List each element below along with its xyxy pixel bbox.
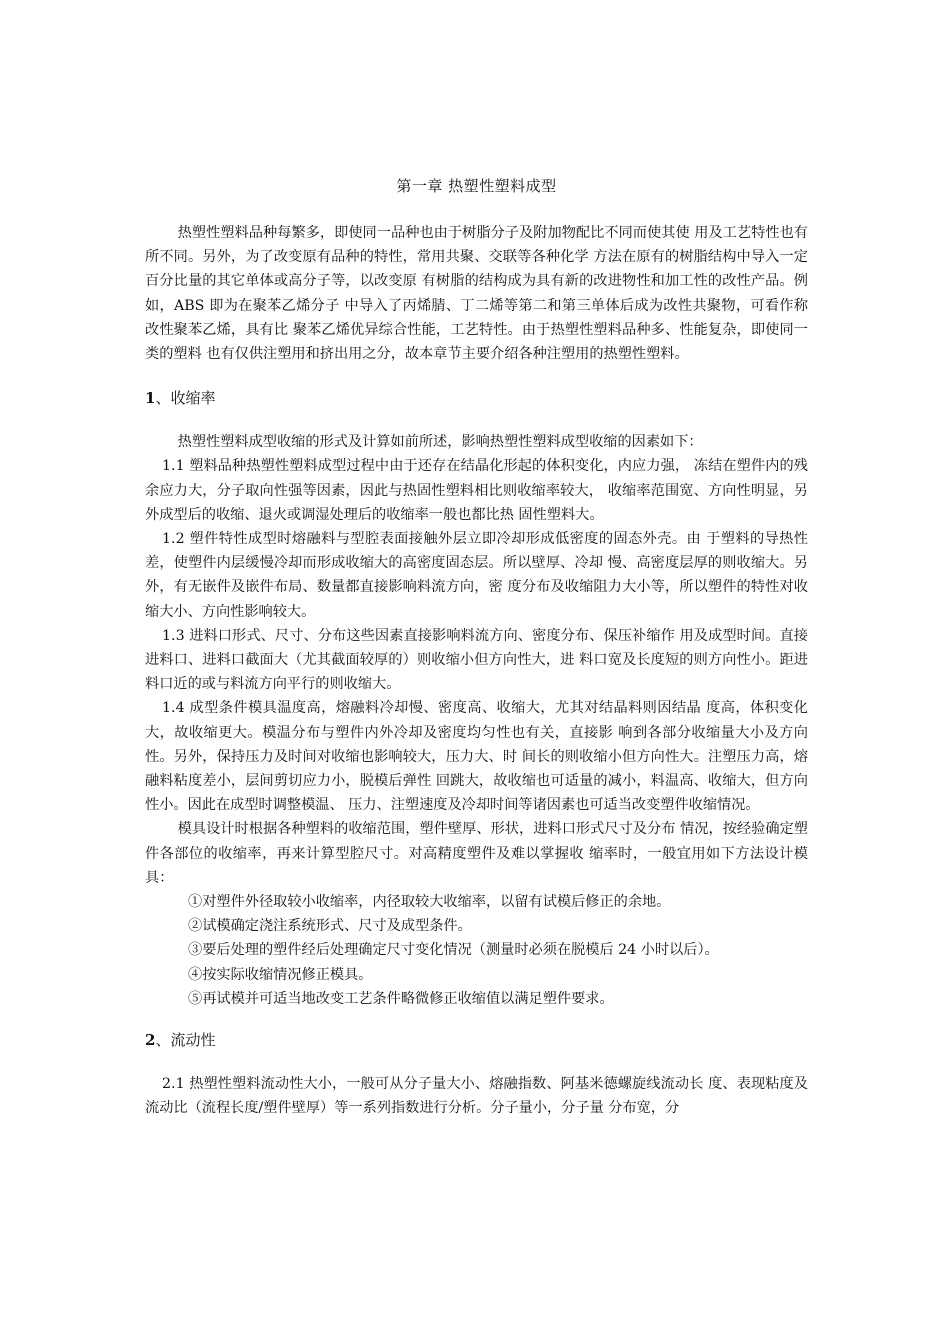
section-number: 1: [145, 389, 156, 408]
fluidity-item-2-1: 2.1 热塑性塑料流动性大小，一般可从分子量大小、熔融指数、阿基米德螺旋线流动长 度、表现粘度及流动比（流程长度/塑件壁厚）等一系列指数进行分析。分子量小，分子量 分布宽，分: [145, 1076, 808, 1117]
section-heading-fluidity: [145, 1028, 808, 1052]
design-step-4: ④按实际收缩情况修正模具。: [188, 966, 373, 983]
shrinkage-item-1-1: 1.1 塑料品种热塑性塑料成型过程中由于还存在结晶化形起的体积变化，内应力强， 冻结在塑件内的残余应力大，分子取向性强等因素，因此与热固性塑料相比则收缩率较大， 收缩率范围宽、方向性明显，另外成型后的收缩、退火或调湿处理后的收缩率一般也都比热 固性塑料大。: [145, 458, 808, 523]
design-step-3: ③要后处理的塑件经后处理确定尺寸变化情况（测量时必须在脱模后 24 小时以后）。: [188, 942, 719, 959]
section-number: 2: [145, 1031, 156, 1050]
document-body: [145, 174, 808, 1121]
design-step-5: ⑤再试模并可适当地改变工艺条件略微修正收缩值以满足塑件要求。: [188, 990, 614, 1007]
section-title: 、流动性: [155, 1031, 216, 1050]
section-title: 、收缩率: [155, 389, 216, 408]
design-step-1: ①对塑件外径取较小收缩率，内径取较大收缩率，以留有试模后修正的余地。: [188, 894, 671, 911]
shrinkage-item-1-2: 1.2 塑件特性成型时熔融料与型腔表面接触外层立即冷却形成低密度的固态外壳。由 于塑料的导热性差，使塑件内层缓慢冷却而形成收缩大的高密度固态层。所以壁厚、冷却 慢、高密度层厚的则收缩大。另外，有无嵌件及嵌件布局、数量都直接影响料流方向，密 度分布及收缩阻力大小等，所以塑件的特性对收缩大小、方向性影响较大。: [145, 531, 808, 620]
intro-paragraph: 热塑性塑料品种每繁多，即使同一品种也由于树脂分子及附加物配比不同而使其使 用及工艺特性也有所不同。另外，为了改变原有品种的特性，常用共聚、交联等各种化学 方法在原有的树脂结构中导入一定百分比量的其它单体或高分子等，以改变原 有树脂的结构成为具有新的改进物性和加工性的改性产品。例如，ABS 即为在聚苯乙烯分子 中导入了丙烯腈、丁二烯等第二和第三单体后成为改性共聚物，可看作称改性聚苯乙烯，具有比 聚苯乙烯优异综合性能，工艺特性。由于热塑性塑料品种多、性能复杂，即使同一类的塑料 也有仅供注塑用和挤出用之分，故本章节主要介绍各种注塑用的热塑性塑料。: [145, 225, 808, 363]
design-step-2: ②试模确定浇注系统形式、尺寸及成型条件。: [188, 918, 472, 935]
shrinkage-item-1-3: 1.3 进料口形式、尺寸、分布这些因素直接影响料流方向、密度分布、保压补缩作 用及成型时间。直接进料口、进料口截面大（尤其截面较厚的）则收缩小但方向性大，进 料口宽及长度短的则方向性小。距进料口近的或与料流方向平行的则收缩大。: [145, 627, 808, 693]
chapter-title: 第一章 热塑性塑料成型: [396, 177, 557, 195]
mold-design-paragraph: 模具设计时根据各种塑料的收缩范围，塑件壁厚、形状，进料口形式尺寸及分布 情况，按经验确定塑件各部位的收缩率，再来计算型腔尺寸。对高精度塑件及难以掌握收 缩率时，一般宜用如下方法设计模具：: [145, 821, 808, 886]
section-heading-shrinkage: [145, 386, 808, 410]
shrinkage-item-1-4: 1.4 成型条件模具温度高，熔融料冷却慢、密度高、收缩大，尤其对结晶料则因结晶 度高，体积变化大，故收缩更大。模温分布与塑件内外冷却及密度均匀性也有关，直接影 响到各部分收缩量大小及方向性。另外，保持压力及时间对收缩也影响较大，压力大、时 间长的则收缩小但方向性大。注塑压力高，熔融料粘度差小，层间剪切应力小，脱模后弹性 回跳大，故收缩也可适量的减小，料温高、收缩大，但方向性小。因此在成型时调整模温、 压力、注塑速度及冷却时间等诸因素也可适当改变塑件收缩情况。: [145, 700, 808, 814]
shrinkage-lead-paragraph: 热塑性塑料成型收缩的形式及计算如前所述，影响热塑性塑料成型收缩的因素如下：: [177, 434, 703, 451]
